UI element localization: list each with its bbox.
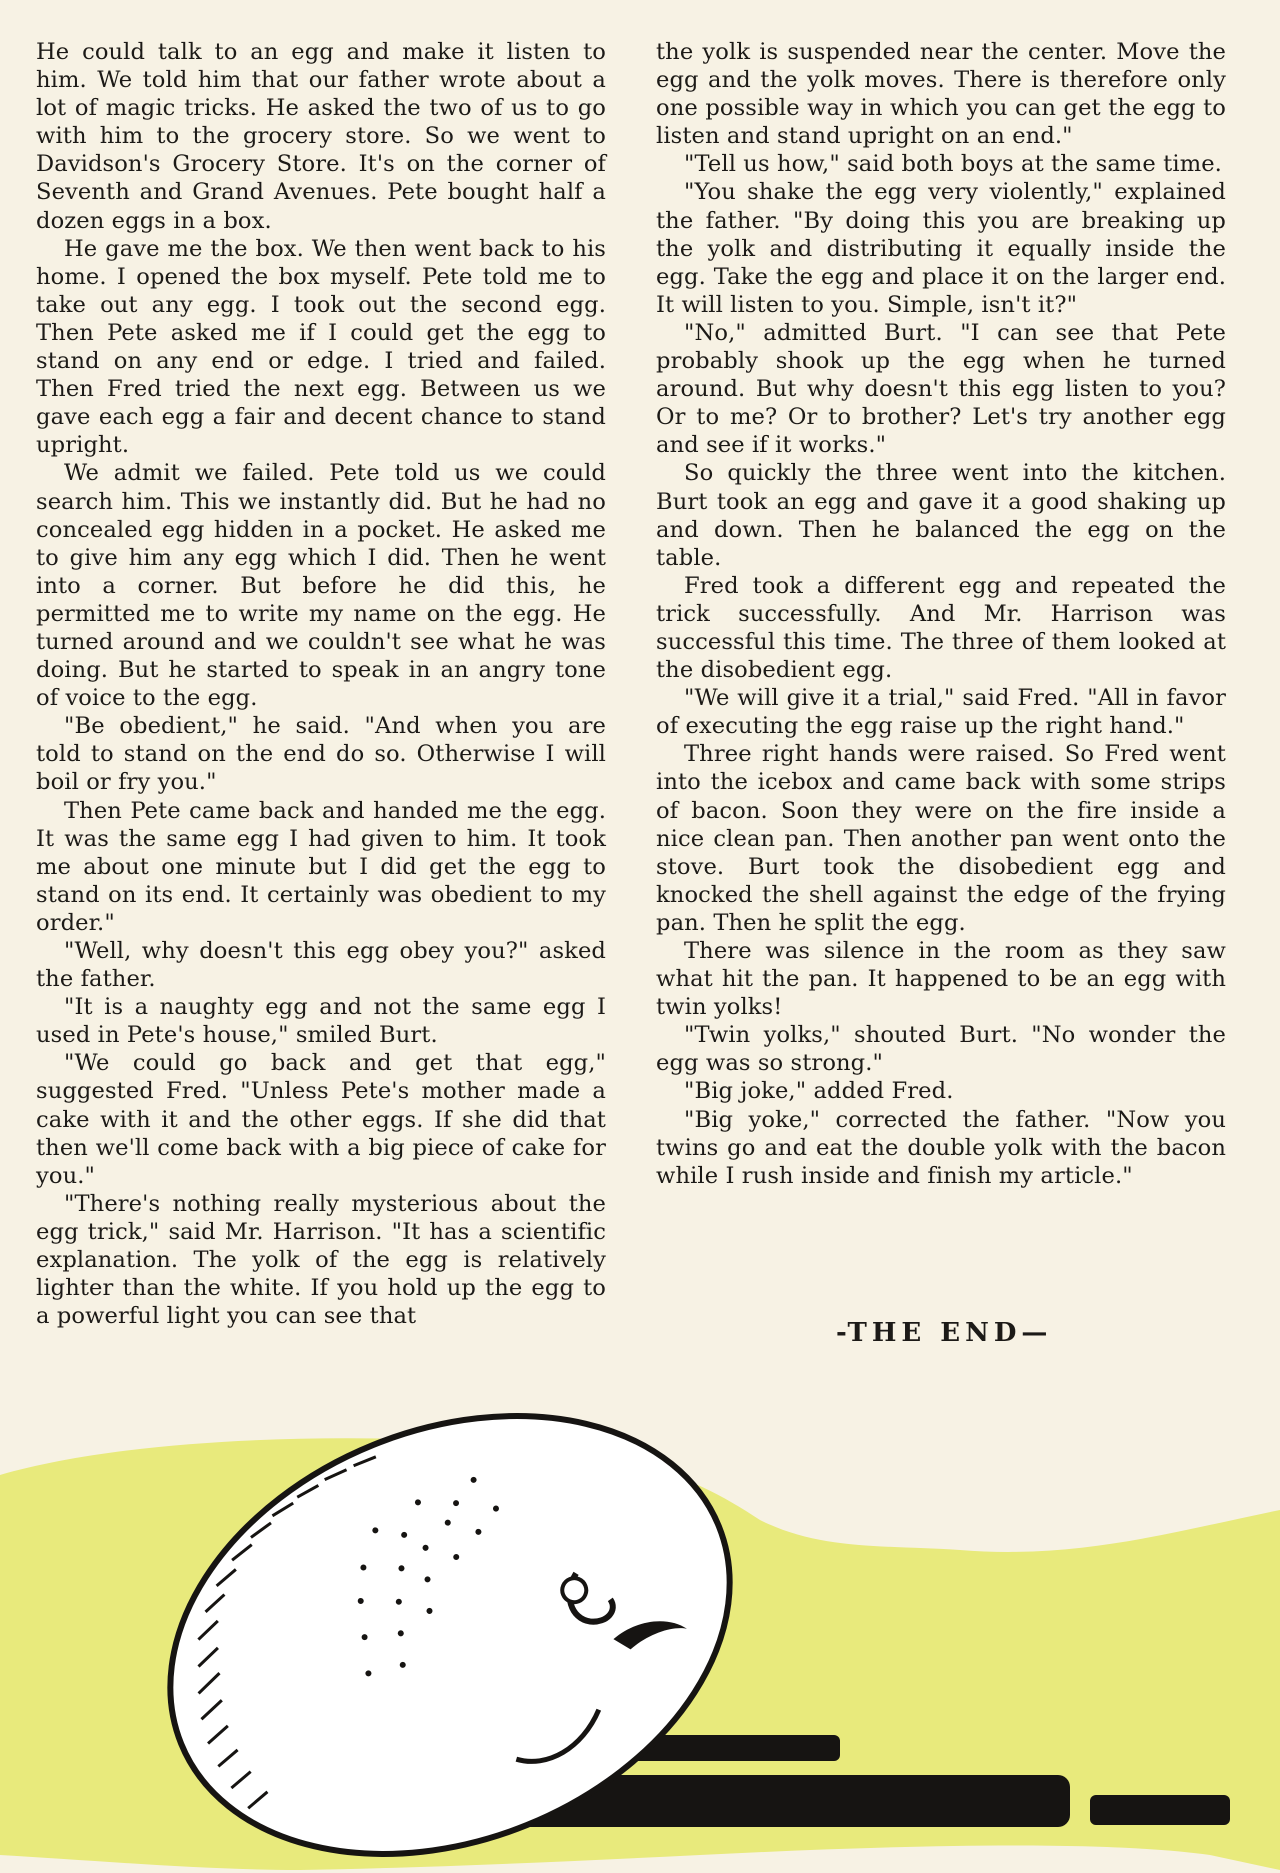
- egg-illustration: [0, 1400, 1280, 1873]
- paragraph: "Big joke," added Fred.: [684, 1078, 954, 1105]
- paragraph: Then Pete came back and handed me the egg. It was the same egg I had given to him. It took me about one minute but I did get the egg to stand on its end. It certainly was obedient to my order.": [36, 797, 606, 936]
- paragraph: the yolk is suspended near the center. Move the egg and the yolk moves. There is therefore only one possible way in which you can get the egg to listen and stand upright on an end.": [656, 39, 1226, 150]
- paragraph: So quickly the three went into the kitchen. Burt took an egg and gave it a good shaking up and down. Then he balanced the egg on the table.: [656, 460, 1226, 571]
- paragraph: "We could go back and get that egg," suggested Fred. "Unless Pete's mother made a cake with it and the other eggs. If she did that then we'll come back with a big piece of cake for you.": [36, 1050, 606, 1189]
- the-end-label: -THE END—: [836, 1318, 1053, 1348]
- right-text-column: [656, 38, 1226, 1190]
- paragraph: "Well, why doesn't this egg obey you?" asked the father.: [36, 938, 606, 993]
- paragraph: There was silence in the room as they saw what hit the pan. It happened to be an egg with twin yolks!: [656, 938, 1226, 1021]
- paragraph: "Be obedient," he said. "And when you are told to stand on the end do so. Otherwise I will boil or fry you.": [36, 713, 606, 796]
- paragraph: Three right hands were raised. So Fred went into the icebox and came back with some strips of bacon. Soon they were on the fire inside a nice clean pan. Then another pan went onto the stove. Burt took the disobedient egg and knocked the shell against the edge of the frying pan. Then he split the egg.: [656, 741, 1226, 936]
- paragraph: "Twin yolks," shouted Burt. "No wonder the egg was so strong.": [656, 1022, 1226, 1077]
- paragraph: We admit we failed. Pete told us we could search him. This we instantly did. But he had no concealed egg hidden in a pocket. He asked me to give him any egg which I did. Then he went into a corner. But before he did this, he permitted me to write my name on the egg. He turned around and we couldn't see what he was doing. But he started to speak in an angry tone of voice to the egg.: [36, 460, 606, 712]
- left-text-column: [36, 38, 606, 1330]
- paragraph: "It is a naughty egg and not the same egg I used in Pete's house," smiled Burt.: [36, 994, 606, 1049]
- paragraph: "You shake the egg very violently," explained the father. "By doing this you are breaking up the yolk and distributing it equally inside the egg. Take the egg and place it on the larger end. It will listen to you. Simple, isn't it?": [656, 179, 1226, 318]
- paragraph: Fred took a different egg and repeated the trick successfully. And Mr. Harrison was successful this time. The three of them looked at the disobedient egg.: [656, 572, 1226, 684]
- paragraph: He could talk to an egg and make it listen to him. We told him that our father wrote about a lot of magic tricks. He asked the two of us to go with him to the grocery store. So we went to Davidson's Grocery Store. It's on the corner of Seventh and Grand Avenues. Pete bought half a dozen eggs in a box.: [36, 39, 606, 234]
- paragraph: "Big yoke," corrected the father. "Now you twins go and eat the double yolk with the bacon while I rush inside and finish my article.": [656, 1106, 1226, 1189]
- paragraph: "We will give it a trial," said Fred. "All in favor of executing the egg raise up the right hand.": [656, 685, 1226, 740]
- paragraph: "Tell us how," said both boys at the same time.: [684, 151, 1222, 178]
- paragraph: "No," admitted Burt. "I can see that Pete probably shook up the egg when he turned around. But why doesn't this egg listen to you? Or to me? Or to brother? Let's try another egg and see if it works.": [656, 319, 1226, 459]
- paragraph: He gave me the box. We then went back to his home. I opened the box myself. Pete told me to take out any egg. I took out the second egg. Then Pete asked me if I could get the egg to stand on any end or edge. I tried and failed. Then Fred tried the next egg. Between us we gave each egg a fair and decent chance to stand upright.: [36, 235, 606, 459]
- paragraph: "There's nothing really mysterious about the egg trick," said Mr. Harrison. "It has a scientific explanation. The yolk of the egg is relatively lighter than the white. If you hold up the egg to a powerful light you can see that: [36, 1190, 606, 1330]
